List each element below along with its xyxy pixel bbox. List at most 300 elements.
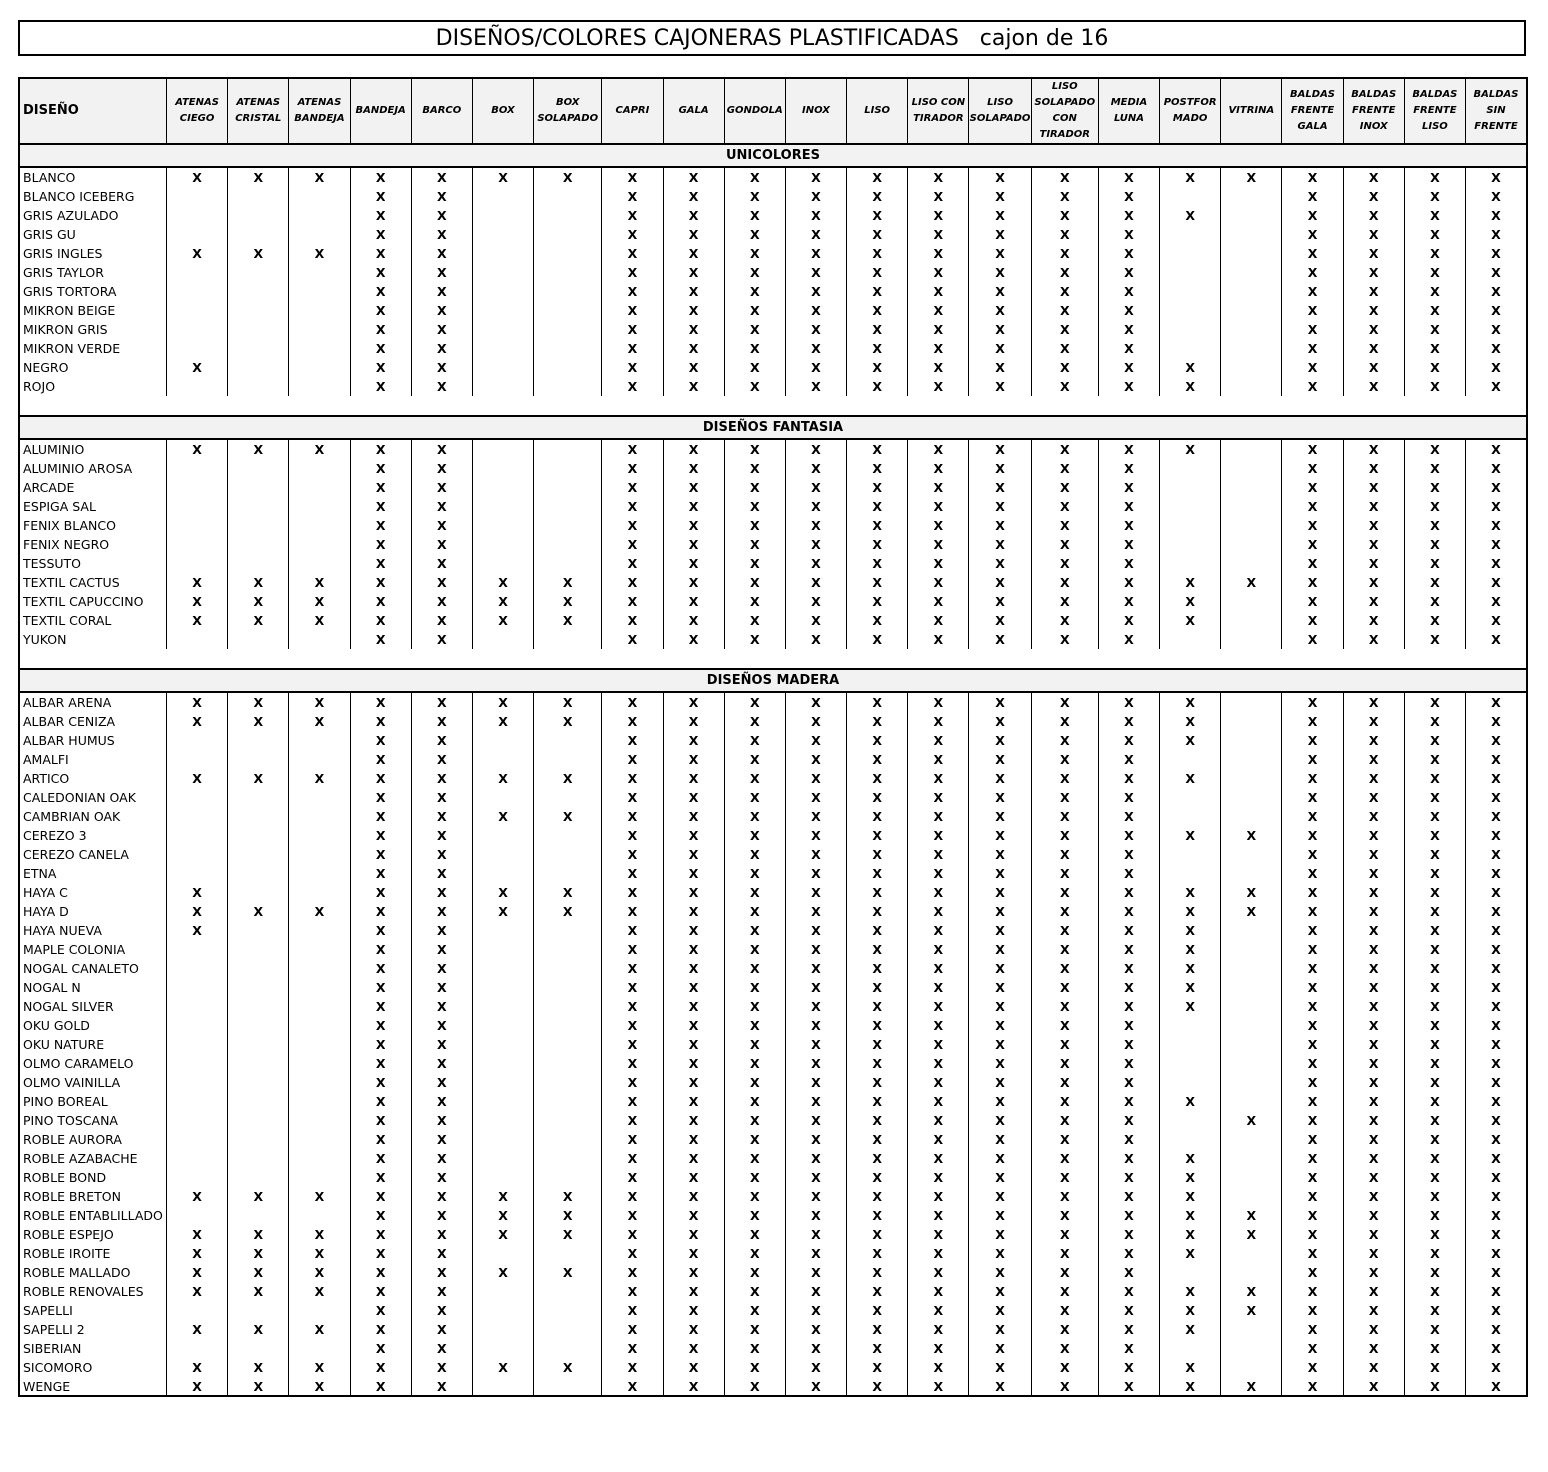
design-name: PINO TOSCANA <box>19 1111 166 1130</box>
availability-cell: X <box>1098 769 1159 788</box>
availability-cell <box>534 497 602 516</box>
availability-cell: X <box>969 554 1031 573</box>
availability-cell: X <box>969 1092 1031 1111</box>
availability-cell: X <box>1343 573 1404 592</box>
availability-cell: X <box>969 516 1031 535</box>
availability-cell: X <box>1282 788 1343 807</box>
availability-cell <box>1160 301 1221 320</box>
availability-cell: X <box>908 592 969 611</box>
availability-cell: X <box>1343 263 1404 282</box>
availability-cell: X <box>1404 244 1465 263</box>
availability-cell: X <box>1098 459 1159 478</box>
availability-cell: X <box>602 439 663 459</box>
availability-cell: X <box>1404 864 1465 883</box>
table-row <box>19 978 1527 997</box>
availability-cell: X <box>1031 535 1098 554</box>
availability-cell <box>166 1073 227 1092</box>
availability-cell: X <box>1031 263 1098 282</box>
design-name: WENGE <box>19 1377 166 1396</box>
availability-cell <box>228 731 289 750</box>
availability-cell: X <box>411 1073 472 1092</box>
availability-cell: X <box>166 573 227 592</box>
availability-cell <box>534 940 602 959</box>
availability-cell <box>289 826 350 845</box>
availability-cell <box>472 1016 533 1035</box>
availability-cell: X <box>166 439 227 459</box>
availability-cell <box>228 358 289 377</box>
availability-cell <box>1221 611 1282 630</box>
availability-cell: X <box>472 573 533 592</box>
availability-cell <box>534 1168 602 1187</box>
availability-cell: X <box>724 282 785 301</box>
availability-cell <box>166 826 227 845</box>
availability-cell: X <box>1466 1073 1528 1092</box>
availability-cell: X <box>1343 358 1404 377</box>
availability-cell: X <box>350 516 411 535</box>
availability-cell <box>166 1035 227 1054</box>
availability-cell: X <box>847 807 908 826</box>
availability-cell <box>1221 864 1282 883</box>
availability-cell <box>534 516 602 535</box>
availability-cell: X <box>602 1244 663 1263</box>
availability-cell: X <box>602 902 663 921</box>
availability-cell <box>1221 769 1282 788</box>
availability-cell: X <box>350 282 411 301</box>
availability-cell: X <box>1404 339 1465 358</box>
column-header: BALDAS FRENTE INOX <box>1343 78 1404 144</box>
availability-cell <box>228 921 289 940</box>
section-title: DISEÑOS MADERA <box>19 669 1527 692</box>
availability-cell: X <box>1098 1130 1159 1149</box>
availability-cell: X <box>1343 788 1404 807</box>
availability-cell: X <box>350 1187 411 1206</box>
availability-cell: X <box>534 573 602 592</box>
availability-cell: X <box>1343 301 1404 320</box>
availability-cell <box>228 516 289 535</box>
availability-cell <box>534 478 602 497</box>
availability-cell <box>228 1168 289 1187</box>
availability-cell: X <box>1098 320 1159 339</box>
availability-cell <box>1221 1168 1282 1187</box>
availability-cell: X <box>969 1187 1031 1206</box>
availability-cell: X <box>1282 206 1343 225</box>
availability-cell <box>289 1111 350 1130</box>
design-name: HAYA C <box>19 883 166 902</box>
design-name: ARTICO <box>19 769 166 788</box>
availability-cell: X <box>1466 206 1528 225</box>
availability-cell <box>289 788 350 807</box>
availability-cell: X <box>350 535 411 554</box>
availability-cell: X <box>663 377 724 396</box>
availability-cell: X <box>1404 1358 1465 1377</box>
availability-cell: X <box>908 1377 969 1396</box>
table-row <box>19 1073 1527 1092</box>
table-row <box>19 997 1527 1016</box>
availability-cell: X <box>1031 959 1098 978</box>
availability-cell: X <box>602 1206 663 1225</box>
column-header: GALA <box>663 78 724 144</box>
availability-cell: X <box>969 630 1031 649</box>
availability-cell: X <box>166 902 227 921</box>
availability-cell: X <box>1031 1187 1098 1206</box>
availability-cell: X <box>350 478 411 497</box>
availability-cell: X <box>1098 1320 1159 1339</box>
design-name: ROBLE AZABACHE <box>19 1149 166 1168</box>
design-name: SAPELLI 2 <box>19 1320 166 1339</box>
availability-cell: X <box>228 592 289 611</box>
availability-cell: X <box>908 1054 969 1073</box>
availability-cell: X <box>908 807 969 826</box>
title-main: DISEÑOS/COLORES CAJONERAS PLASTIFICADAS <box>435 25 959 51</box>
design-name: BLANCO <box>19 167 166 187</box>
availability-cell <box>289 282 350 301</box>
availability-cell: X <box>663 997 724 1016</box>
availability-cell: X <box>1343 883 1404 902</box>
availability-cell: X <box>969 282 1031 301</box>
availability-cell: X <box>1343 921 1404 940</box>
availability-cell: X <box>663 1111 724 1130</box>
availability-cell: X <box>228 1377 289 1396</box>
design-name: ALBAR CENIZA <box>19 712 166 731</box>
availability-cell <box>534 535 602 554</box>
availability-cell: X <box>663 1149 724 1168</box>
availability-cell: X <box>1098 902 1159 921</box>
availability-cell: X <box>785 1130 846 1149</box>
availability-cell: X <box>1160 940 1221 959</box>
availability-cell: X <box>663 339 724 358</box>
availability-cell: X <box>1098 826 1159 845</box>
availability-cell: X <box>1466 1339 1528 1358</box>
availability-cell: X <box>1466 902 1528 921</box>
design-name: ROBLE MALLADO <box>19 1263 166 1282</box>
availability-cell: X <box>289 573 350 592</box>
availability-cell: X <box>602 1035 663 1054</box>
availability-cell <box>166 630 227 649</box>
availability-cell: X <box>908 1320 969 1339</box>
availability-cell: X <box>1343 692 1404 712</box>
design-name: TEXTIL CORAL <box>19 611 166 630</box>
availability-cell <box>1221 554 1282 573</box>
availability-cell: X <box>969 439 1031 459</box>
availability-cell: X <box>350 187 411 206</box>
availability-cell: X <box>1221 883 1282 902</box>
design-name: CEREZO CANELA <box>19 845 166 864</box>
availability-cell: X <box>1466 263 1528 282</box>
availability-cell: X <box>1404 1035 1465 1054</box>
availability-cell: X <box>1404 1206 1465 1225</box>
availability-cell: X <box>1282 377 1343 396</box>
availability-cell <box>1221 1187 1282 1206</box>
availability-cell <box>472 497 533 516</box>
availability-cell: X <box>350 1301 411 1320</box>
availability-cell <box>472 1339 533 1358</box>
availability-cell: X <box>472 883 533 902</box>
availability-cell <box>472 940 533 959</box>
availability-cell: X <box>847 1073 908 1092</box>
availability-cell: X <box>350 1358 411 1377</box>
availability-cell: X <box>1098 206 1159 225</box>
availability-cell: X <box>1466 731 1528 750</box>
availability-cell: X <box>1098 516 1159 535</box>
availability-cell: X <box>166 692 227 712</box>
availability-cell: X <box>1404 263 1465 282</box>
availability-cell: X <box>1160 692 1221 712</box>
availability-cell: X <box>472 1206 533 1225</box>
column-header: GONDOLA <box>724 78 785 144</box>
availability-cell: X <box>1160 1092 1221 1111</box>
availability-cell: X <box>1282 769 1343 788</box>
availability-cell: X <box>847 167 908 187</box>
availability-cell: X <box>472 167 533 187</box>
availability-cell: X <box>1282 478 1343 497</box>
availability-cell: X <box>350 940 411 959</box>
availability-cell: X <box>1031 497 1098 516</box>
availability-cell: X <box>847 263 908 282</box>
availability-cell: X <box>228 611 289 630</box>
availability-cell: X <box>289 611 350 630</box>
availability-cell <box>472 1282 533 1301</box>
availability-cell: X <box>1160 1244 1221 1263</box>
availability-cell <box>166 807 227 826</box>
availability-cell: X <box>724 535 785 554</box>
table-row <box>19 439 1527 459</box>
availability-cell <box>534 187 602 206</box>
availability-cell: X <box>1466 611 1528 630</box>
availability-cell <box>289 263 350 282</box>
availability-cell: X <box>1343 339 1404 358</box>
availability-cell: X <box>724 339 785 358</box>
availability-cell: X <box>1031 187 1098 206</box>
availability-cell: X <box>847 1168 908 1187</box>
availability-cell: X <box>602 282 663 301</box>
availability-cell: X <box>350 1225 411 1244</box>
section-title: UNICOLORES <box>19 144 1527 167</box>
availability-cell: X <box>289 1282 350 1301</box>
availability-cell: X <box>663 554 724 573</box>
availability-cell: X <box>411 282 472 301</box>
availability-cell <box>472 788 533 807</box>
availability-cell <box>228 883 289 902</box>
availability-cell: X <box>724 1282 785 1301</box>
availability-cell: X <box>1098 1035 1159 1054</box>
availability-cell <box>228 978 289 997</box>
availability-cell: X <box>724 921 785 940</box>
table-row <box>19 1339 1527 1358</box>
availability-cell: X <box>724 1301 785 1320</box>
design-name: MIKRON VERDE <box>19 339 166 358</box>
availability-cell: X <box>1160 1225 1221 1244</box>
availability-cell: X <box>969 902 1031 921</box>
table-row <box>19 883 1527 902</box>
availability-cell: X <box>663 1035 724 1054</box>
availability-cell <box>166 377 227 396</box>
availability-cell: X <box>350 692 411 712</box>
availability-cell: X <box>724 1149 785 1168</box>
availability-cell: X <box>969 206 1031 225</box>
availability-cell <box>534 320 602 339</box>
availability-cell <box>228 1339 289 1358</box>
availability-cell: X <box>411 592 472 611</box>
availability-cell: X <box>785 320 846 339</box>
design-name: ROBLE ENTABLILLADO <box>19 1206 166 1225</box>
availability-cell: X <box>969 1073 1031 1092</box>
availability-cell: X <box>1098 225 1159 244</box>
availability-cell: X <box>908 978 969 997</box>
availability-cell: X <box>847 497 908 516</box>
availability-cell: X <box>1466 940 1528 959</box>
availability-cell: X <box>785 1111 846 1130</box>
table-row <box>19 244 1527 263</box>
availability-cell: X <box>472 1225 533 1244</box>
availability-cell: X <box>1160 902 1221 921</box>
availability-cell: X <box>724 630 785 649</box>
availability-cell: X <box>1282 1244 1343 1263</box>
availability-cell <box>472 1073 533 1092</box>
availability-cell: X <box>969 339 1031 358</box>
availability-cell: X <box>1098 377 1159 396</box>
availability-cell: X <box>847 997 908 1016</box>
availability-cell <box>472 320 533 339</box>
availability-cell: X <box>908 845 969 864</box>
availability-cell: X <box>663 1206 724 1225</box>
availability-cell: X <box>228 1282 289 1301</box>
availability-cell: X <box>1466 497 1528 516</box>
availability-cell: X <box>289 692 350 712</box>
availability-cell: X <box>602 1130 663 1149</box>
availability-cell: X <box>1404 187 1465 206</box>
availability-cell: X <box>1098 244 1159 263</box>
availability-cell <box>1221 497 1282 516</box>
availability-cell: X <box>350 573 411 592</box>
availability-cell <box>166 1168 227 1187</box>
availability-cell: X <box>350 959 411 978</box>
availability-cell: X <box>847 1187 908 1206</box>
availability-cell: X <box>1282 439 1343 459</box>
availability-cell: X <box>602 1263 663 1282</box>
availability-cell: X <box>663 630 724 649</box>
availability-cell: X <box>228 1358 289 1377</box>
availability-cell <box>1221 339 1282 358</box>
availability-cell: X <box>1343 1225 1404 1244</box>
availability-cell: X <box>785 339 846 358</box>
availability-cell: X <box>1466 1377 1528 1396</box>
availability-cell: X <box>350 997 411 1016</box>
availability-cell <box>228 1149 289 1168</box>
availability-cell <box>289 358 350 377</box>
availability-cell: X <box>908 611 969 630</box>
availability-cell <box>289 845 350 864</box>
availability-cell: X <box>847 459 908 478</box>
table-row <box>19 959 1527 978</box>
availability-cell <box>166 1016 227 1035</box>
availability-cell <box>1221 516 1282 535</box>
availability-cell: X <box>350 206 411 225</box>
availability-cell: X <box>350 1339 411 1358</box>
availability-cell: X <box>1466 516 1528 535</box>
availability-cell: X <box>969 1320 1031 1339</box>
availability-cell: X <box>1466 807 1528 826</box>
availability-cell: X <box>847 883 908 902</box>
availability-cell <box>534 1016 602 1035</box>
table-row <box>19 1320 1527 1339</box>
availability-cell: X <box>1031 1339 1098 1358</box>
availability-cell: X <box>1098 1377 1159 1396</box>
availability-cell: X <box>1282 573 1343 592</box>
availability-cell <box>534 225 602 244</box>
availability-cell: X <box>1282 883 1343 902</box>
availability-cell: X <box>166 1320 227 1339</box>
availability-cell <box>1160 244 1221 263</box>
availability-cell <box>472 206 533 225</box>
availability-cell: X <box>1031 712 1098 731</box>
availability-cell: X <box>350 1206 411 1225</box>
availability-cell <box>289 377 350 396</box>
availability-cell: X <box>724 1073 785 1092</box>
availability-cell: X <box>411 439 472 459</box>
design-name: FENIX NEGRO <box>19 535 166 554</box>
availability-cell: X <box>166 358 227 377</box>
availability-cell: X <box>908 712 969 731</box>
availability-cell: X <box>785 516 846 535</box>
availability-cell <box>534 864 602 883</box>
availability-cell <box>228 750 289 769</box>
column-header: ATENAS CIEGO <box>166 78 227 144</box>
availability-cell: X <box>1466 573 1528 592</box>
availability-cell: X <box>724 1377 785 1396</box>
availability-cell: X <box>663 1244 724 1263</box>
availability-cell: X <box>1404 573 1465 592</box>
availability-cell: X <box>411 883 472 902</box>
availability-cell: X <box>1404 978 1465 997</box>
availability-cell: X <box>908 921 969 940</box>
table-row <box>19 692 1527 712</box>
design-name: NOGAL SILVER <box>19 997 166 1016</box>
availability-cell <box>1221 225 1282 244</box>
availability-cell: X <box>1098 978 1159 997</box>
table-row <box>19 282 1527 301</box>
availability-cell <box>1160 1263 1221 1282</box>
availability-cell <box>166 959 227 978</box>
availability-cell: X <box>411 358 472 377</box>
availability-cell: X <box>908 206 969 225</box>
availability-cell: X <box>724 187 785 206</box>
column-header: LISO <box>847 78 908 144</box>
availability-cell: X <box>847 1339 908 1358</box>
availability-cell: X <box>289 1225 350 1244</box>
availability-cell: X <box>724 807 785 826</box>
availability-cell: X <box>1404 167 1465 187</box>
availability-cell: X <box>847 1244 908 1263</box>
availability-cell: X <box>1466 997 1528 1016</box>
design-name: OLMO CARAMELO <box>19 1054 166 1073</box>
availability-cell: X <box>411 1339 472 1358</box>
availability-cell: X <box>602 516 663 535</box>
availability-cell: X <box>166 883 227 902</box>
availability-cell: X <box>847 864 908 883</box>
availability-cell: X <box>602 301 663 320</box>
availability-cell: X <box>969 1244 1031 1263</box>
availability-cell: X <box>1404 826 1465 845</box>
availability-cell: X <box>1282 225 1343 244</box>
availability-cell: X <box>228 1187 289 1206</box>
availability-cell: X <box>785 225 846 244</box>
availability-cell: X <box>908 1149 969 1168</box>
availability-cell <box>166 1149 227 1168</box>
availability-cell <box>289 883 350 902</box>
availability-cell: X <box>1031 1263 1098 1282</box>
availability-cell: X <box>785 1301 846 1320</box>
availability-cell: X <box>411 712 472 731</box>
